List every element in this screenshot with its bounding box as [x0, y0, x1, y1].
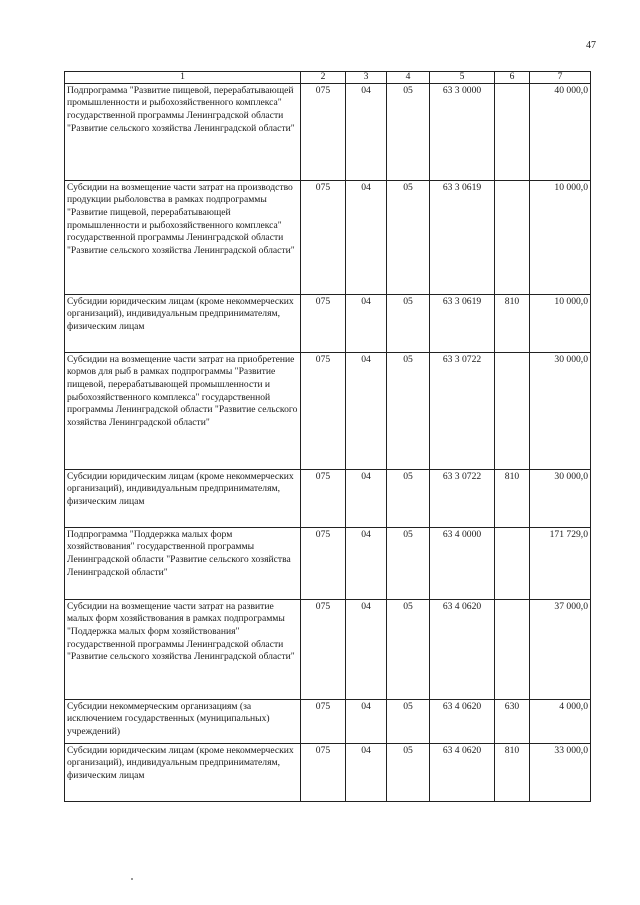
table-header-row [65, 72, 591, 84]
row-name: Субсидии юридическим лицам (кроме некоммерческих организаций), индивидуальным предпринимателям, физическим лицам [65, 294, 301, 352]
row-ministry-code: 075 [301, 599, 346, 699]
row-amount: 30 000,0 [530, 469, 591, 527]
row-expense-type [495, 180, 530, 294]
header-col-4: 4 [387, 72, 430, 84]
table-row [65, 352, 591, 469]
row-ministry-code: 075 [301, 469, 346, 527]
row-target-code: 63 3 0000 [430, 83, 495, 180]
row-target-code: 63 3 0722 [430, 469, 495, 527]
row-expense-type [495, 599, 530, 699]
row-name: Субсидии юридическим лицам (кроме некоммерческих организаций), индивидуальным предпринимателям, физическим лицам [65, 743, 301, 801]
row-name: Субсидии на возмещение части затрат на приобретение кормов для рыб в рамках подпрограммы "Развитие пищевой, перерабатывающей промышленности и рыбохозяйственного комплекса" государственной программы Ленинградской области "Развитие сельского хозяйства Ленинградской области" [65, 352, 301, 469]
row-ministry-code: 075 [301, 294, 346, 352]
row-expense-type [495, 83, 530, 180]
row-subsection-code: 05 [387, 180, 430, 294]
row-amount: 30 000,0 [530, 352, 591, 469]
header-col-7: 7 [530, 72, 591, 84]
row-section-code: 04 [346, 743, 387, 801]
header-col-3: 3 [346, 72, 387, 84]
row-ministry-code: 075 [301, 699, 346, 743]
row-ministry-code: 075 [301, 352, 346, 469]
scan-speck [131, 878, 133, 880]
row-expense-type: 810 [495, 469, 530, 527]
table-row [65, 599, 591, 699]
row-name: Субсидии на возмещение части затрат на производство продукции рыболовства в рамках подпрограммы "Развитие пищевой, перерабатывающей промышленности и рыбохозяйственного комплекса" государственной программы Ленинградской области "Развитие сельского хозяйства Ленинградской области" [65, 180, 301, 294]
budget-table [64, 71, 591, 802]
row-target-code: 63 4 0000 [430, 527, 495, 599]
table-row [65, 180, 591, 294]
row-subsection-code: 05 [387, 294, 430, 352]
row-ministry-code: 075 [301, 180, 346, 294]
row-amount: 10 000,0 [530, 294, 591, 352]
row-expense-type [495, 527, 530, 599]
header-col-6: 6 [495, 72, 530, 84]
row-ministry-code: 075 [301, 527, 346, 599]
row-section-code: 04 [346, 83, 387, 180]
row-section-code: 04 [346, 180, 387, 294]
row-subsection-code: 05 [387, 699, 430, 743]
row-subsection-code: 05 [387, 527, 430, 599]
row-ministry-code: 075 [301, 83, 346, 180]
row-subsection-code: 05 [387, 743, 430, 801]
row-section-code: 04 [346, 527, 387, 599]
row-amount: 33 000,0 [530, 743, 591, 801]
header-col-2: 2 [301, 72, 346, 84]
row-target-code: 63 3 0619 [430, 180, 495, 294]
row-name: Субсидии на возмещение части затрат на развитие малых форм хозяйствования в рамках подпрограммы "Поддержка малых форм хозяйствования" государственной программы Ленинградской области "Развитие сельского хозяйства Ленинградской области" [65, 599, 301, 699]
table-row [65, 469, 591, 527]
row-amount: 40 000,0 [530, 83, 591, 180]
row-section-code: 04 [346, 469, 387, 527]
row-expense-type [495, 352, 530, 469]
row-target-code: 63 3 0619 [430, 294, 495, 352]
row-name: Субсидии некоммерческим организациям (за исключением государственных (муниципальных) учреждений) [65, 699, 301, 743]
table-row [65, 743, 591, 801]
row-name: Субсидии юридическим лицам (кроме некоммерческих организаций), индивидуальным предпринимателям, физическим лицам [65, 469, 301, 527]
row-subsection-code: 05 [387, 599, 430, 699]
row-expense-type: 810 [495, 743, 530, 801]
row-section-code: 04 [346, 699, 387, 743]
header-col-1: 1 [65, 72, 301, 84]
table-row [65, 294, 591, 352]
row-section-code: 04 [346, 352, 387, 469]
row-target-code: 63 4 0620 [430, 699, 495, 743]
header-col-5: 5 [430, 72, 495, 84]
row-expense-type: 810 [495, 294, 530, 352]
row-subsection-code: 05 [387, 469, 430, 527]
row-target-code: 63 4 0620 [430, 599, 495, 699]
row-section-code: 04 [346, 599, 387, 699]
row-amount: 37 000,0 [530, 599, 591, 699]
table-row [65, 699, 591, 743]
table-row [65, 527, 591, 599]
row-amount: 4 000,0 [530, 699, 591, 743]
row-name: Подпрограмма "Развитие пищевой, перерабатывающей промышленности и рыбохозяйственного комплекса" государственной программы Ленинградской области "Развитие сельского хозяйства Ленинградской области" [65, 83, 301, 180]
page-number: 47 [586, 40, 596, 51]
row-subsection-code: 05 [387, 83, 430, 180]
row-amount: 171 729,0 [530, 527, 591, 599]
row-name: Подпрограмма "Поддержка малых форм хозяйствования" государственной программы Ленинградской области "Развитие сельского хозяйства Ленинградской области" [65, 527, 301, 599]
row-target-code: 63 3 0722 [430, 352, 495, 469]
row-subsection-code: 05 [387, 352, 430, 469]
table-row [65, 83, 591, 180]
row-target-code: 63 4 0620 [430, 743, 495, 801]
row-amount: 10 000,0 [530, 180, 591, 294]
row-expense-type: 630 [495, 699, 530, 743]
row-ministry-code: 075 [301, 743, 346, 801]
row-section-code: 04 [346, 294, 387, 352]
